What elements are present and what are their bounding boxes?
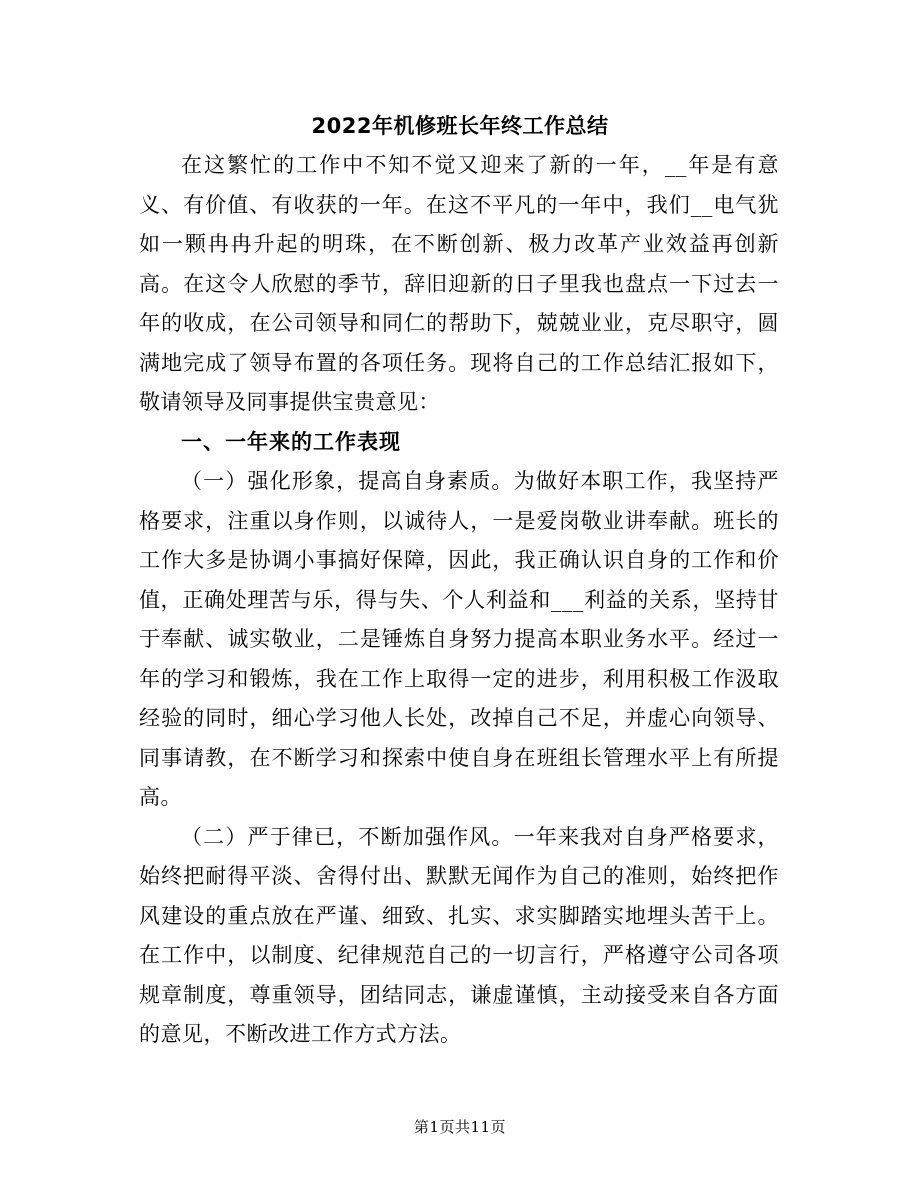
section-paragraph-2: （二）严于律已，不断加强作风。一年来我对自身严格要求，始终把耐得平淡、舍得付出、默默无闻作为自己的准则，始终把作风建设的重点放在严谨、细致、扎实、求实脚踏实地埋头苦干上。在工作中，以制度、纪律规范自己的一切言行，严格遵守公司各项规章制度，尊重领导，团结同志，谦虚谨慎，主动接受来自各方面的意见，不断改进工作方式方法。 [139,824,779,1046]
document-title: 2022年机修班长年终工作总结 [311,114,609,138]
section-heading: 一、一年来的工作表现 [181,429,401,454]
section-paragraph-1: （一）强化形象，提高自身素质。为做好本职工作，我坚持严格要求，注重以身作则，以诚待人，一是爱岗敬业讲奉献。班长的工作大多是协调小事搞好保障，因此，我正确认识自身的工作和价值，正确处理苦与乐，得与失、个人利益和___利益的关系，坚持甘于奉献、诚实敬业，二是锤炼自身努力提高本职业务水平。经过一年的学习和锻炼，我在工作上取得一定的进步，利用积极工作汲取经验的同时，细心学习他人长处，改掉自己不足，并虚心向领导、同事请教，在不断学习和探索中使自身在班组长管理水平上有所提高。 [139,469,779,809]
page-number: 第1页共11页 [413,1118,507,1136]
intro-paragraph: 在这繁忙的工作中不知不觉又迎来了新的一年，__年是有意义、有价值、有收获的一年。在这不平凡的一年中，我们__电气犹如一颗冉冉升起的明珠，在不断创新、极力改革产业效益再创新高。在这令人欣慰的季节，辞旧迎新的日子里我也盘点一下过去一年的收成，在公司领导和同仁的帮助下，兢兢业业，克尽职守，圆满地完成了领导布置的各项任务。现将自己的工作总结汇报如下，敬请领导及同事提供宝贵意见： [139,153,779,414]
document-body [139,146,779,1055]
